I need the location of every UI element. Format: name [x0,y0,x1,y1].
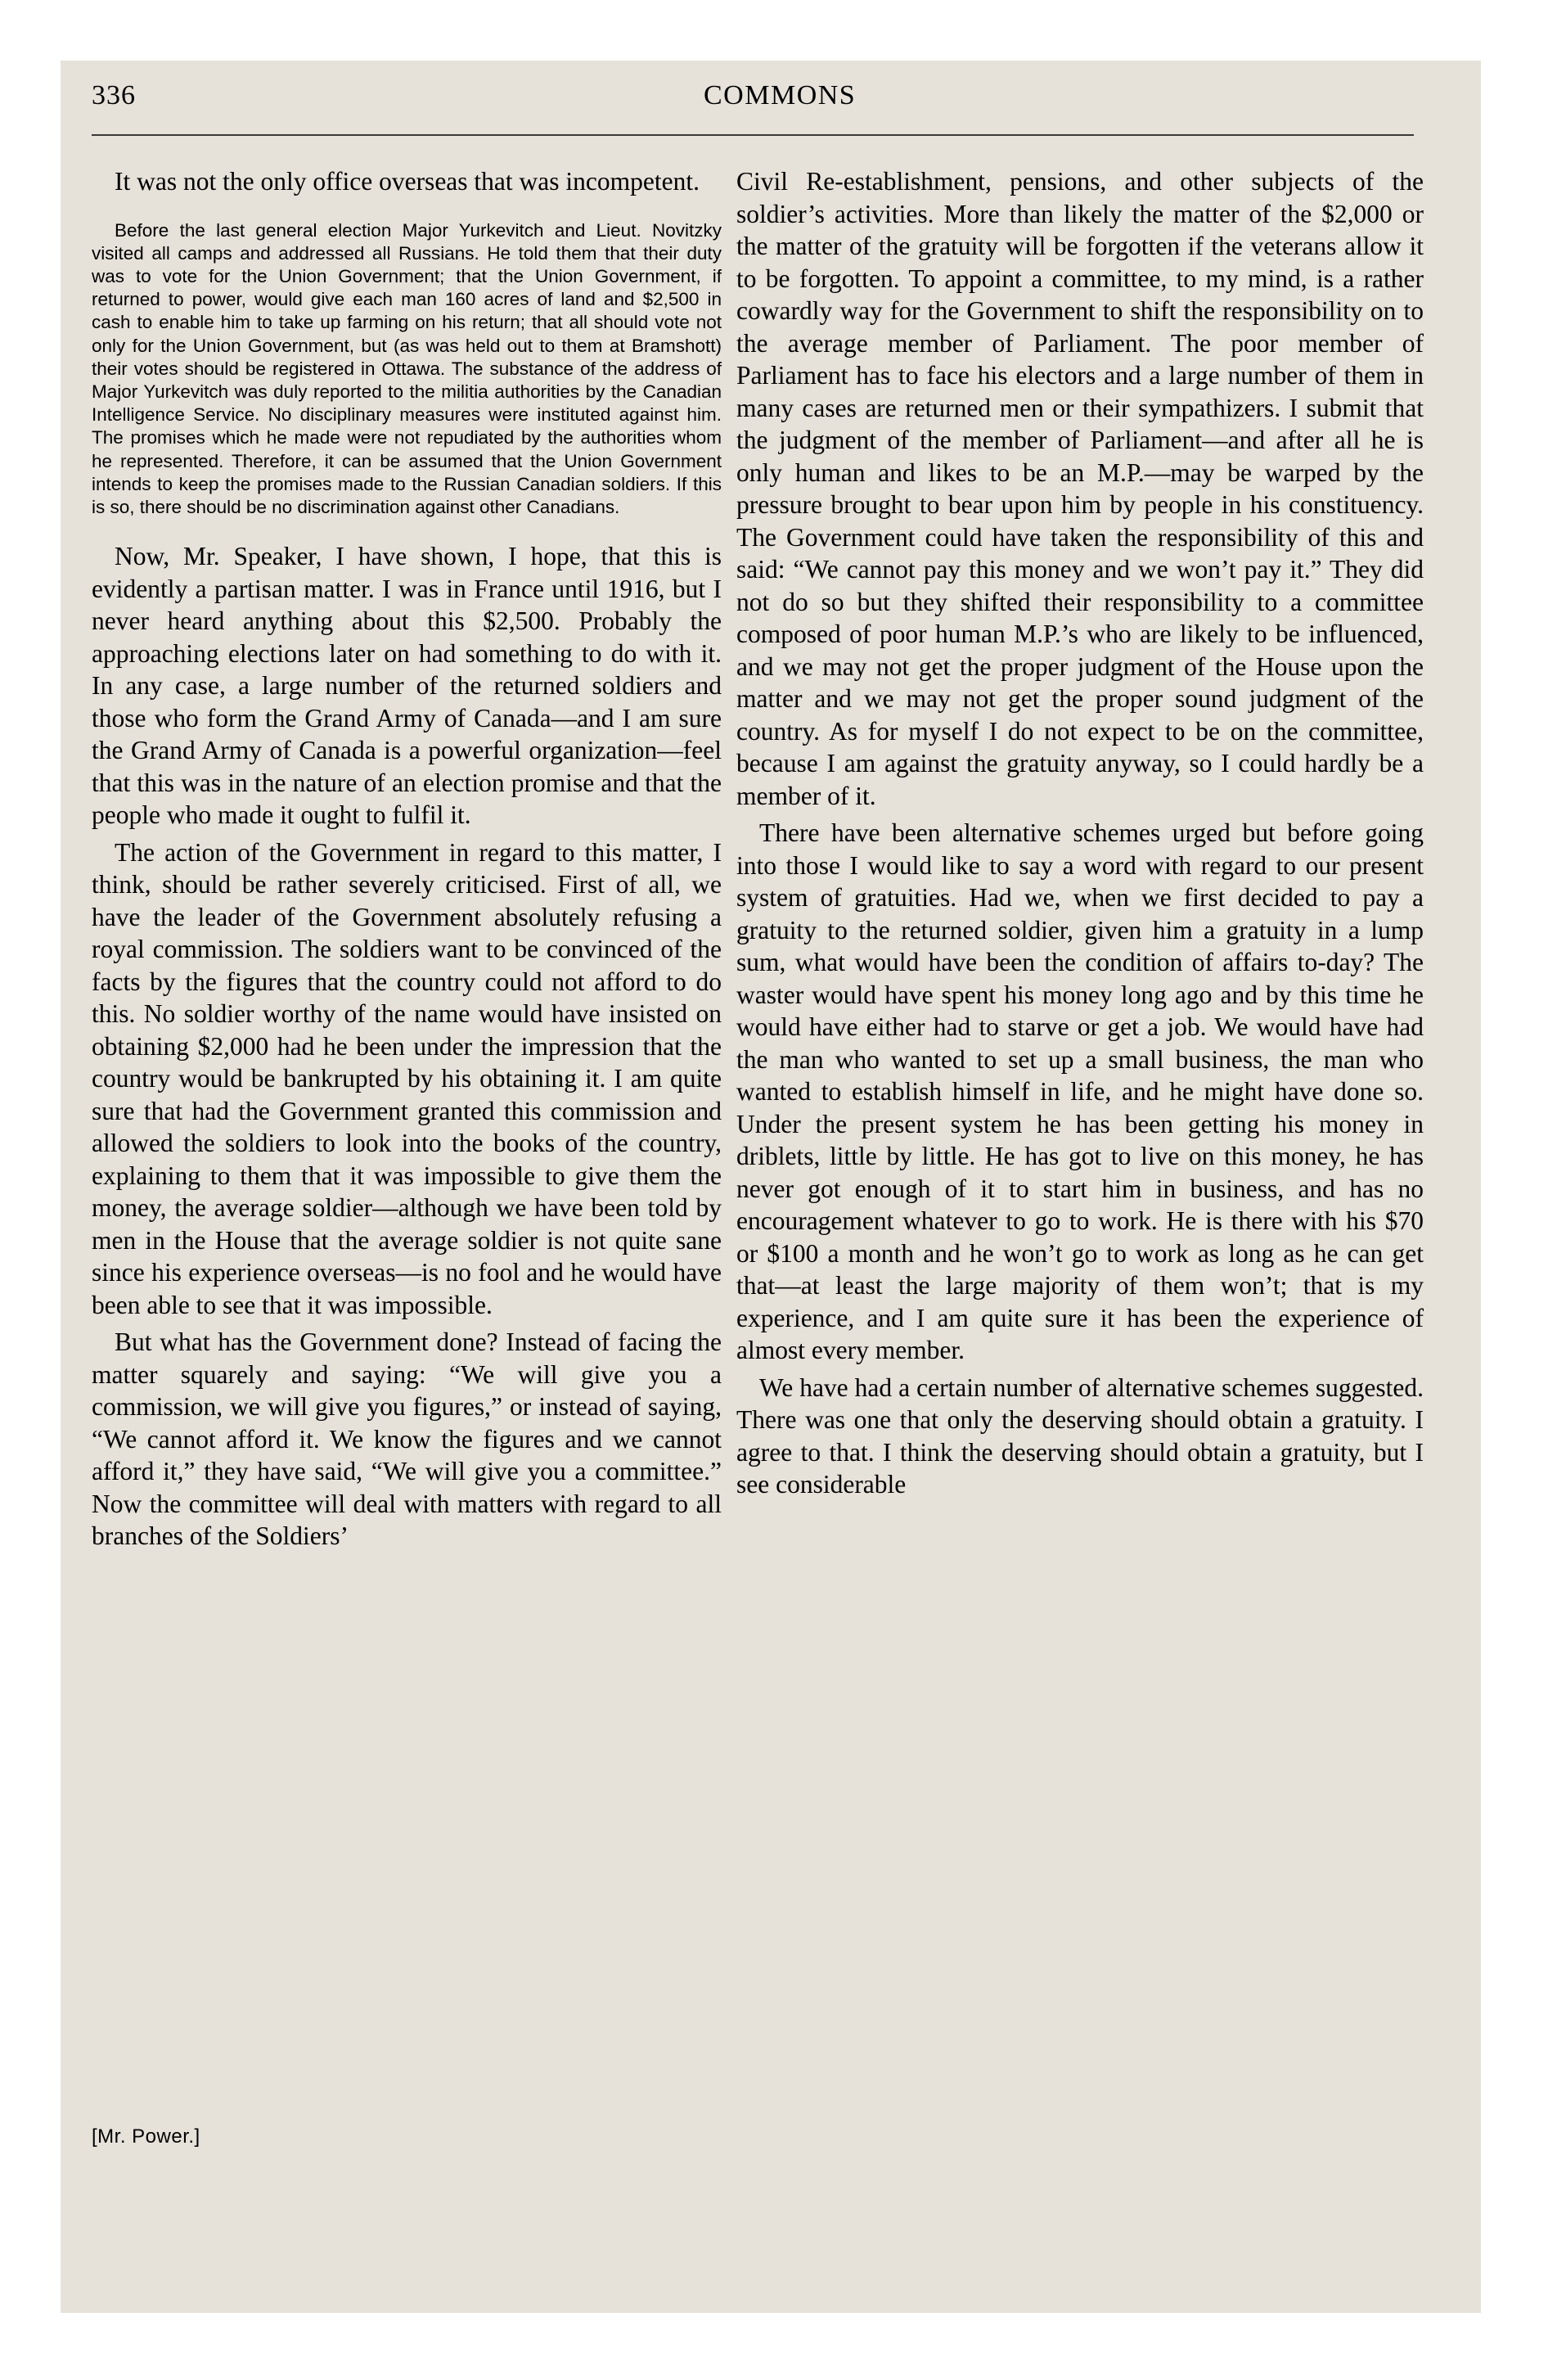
right-column [736,165,1424,1501]
paragraph: But what has the Government done? Instead of facing the matter squarely and saying: “We will give you a commission, we will give you figures,” or instead of saying, “We cannot afford it. We know the figures and we cannot afford it,” they have said, “We will give you a committee.” Now the committee will deal with matters with regard to all branches of the Soldiers’ [92,1327,722,1551]
paragraph: It was not the only office overseas that was incompetent. [115,167,700,196]
paragraph: There have been alternative schemes urged but before going into those I would like to say a word with regard to our present system of gratuities. Had we, when we first decided to pay a gratuity to the returned soldier, given him a gratuity in a lump sum, what would have been the condition of affairs to-day? The waster would have spent his money long ago and by this time he would have either had to starve or get a job. We would have had the man who wanted to set up a small business, the man who wanted to establish himself in life, and he might have done so. Under the present system he has been getting his money in driblets, little by little. He has got to live on this money, he has never got enough of it to start him in business, and has no encouragement whatever to go to work. He is there with his $70 or $100 a month and he won’t go to work as long as he can get that—at least the large majority of them won’t; that is my experience, and I am quite sure it has been the experience of almost every member. [736,818,1424,1364]
left-column [92,165,722,1553]
page-header [92,80,1414,119]
quoted-extract: Before the last general election Major Yurkevitch and Lieut. Novitzky visited all camps and addressed all Russians. He told them that their duty was to vote for the Union Government; that the Union Government, if returned to power, would give each man 160 acres of land and $2,500 in cash to enable him to take up farming on his return; that all should vote not only for the Union Government, but (as was held out to them at Bramshott) their votes should be registered in Ottawa. The substance of the address of Major Yurkevitch was duly reported to the militia authorities by the Canadian Intelligence Service. No disciplinary measures were instituted against him. The promises which he made were not repudiated by the authorities whom he represented. Therefore, it can be assumed that the Union Government intends to keep the promises made to the Russian Canadian soldiers. If this is so, there should be no discrimination against other Canadians. [92,219,722,517]
speaker-attribution: [Mr. Power.] [92,2125,200,2148]
paragraph: Now, Mr. Speaker, I have shown, I hope, that this is evidently a partisan matter. I was in France until 1916, but I never heard anything about this $2,500. Probably the approaching elections later on had something to do with it. In any case, a large number of the returned soldiers and those who form the Grand Army of Canada—and I am sure the Grand Army of Canada is a powerful organization—feel that this was in the nature of an election promise and that the people who made it ought to fulfil it. [92,542,722,830]
page-number: 336 [92,80,136,110]
running-head: COMMONS [704,80,857,110]
paragraph: Civil Re-establishment, pensions, and other subjects of the soldier’s activities. More than likely the matter of the $2,000 or the matter of the gratuity will be forgotten if the veterans allow it to be forgotten. To appoint a committee, to my mind, is a rather cowardly way for the Government to shift the responsibility on to the average member of Parliament. The poor member of Parliament has to face his electors and a large number of them in many cases are returned men or their sympathizers. I submit that the judgment of the member of Parliament—and after all he is only human and likes to be an M.P.—may be warped by the pressure brought to bear upon him by people in his constituency. The Government could have taken the responsibility of this and said: “We cannot pay this money and we won’t pay it.” They did not do so but they shifted their responsibility to a committee composed of poor human M.P.’s who are likely to be influenced, and we may not get the proper judgment of the House upon the matter and we may not get the proper sound judgment of the country. As for myself I do not expect to be on the committee, because I am against the gratuity anyway, so I could hardly be a member of it. [736,167,1424,810]
header-rule [92,134,1414,136]
paragraph: We have had a certain number of alternative schemes suggested. There was one that only the deserving should obtain a gratuity. I agree to that. I think the deserving should obtain a gratuity, but I see considerable [736,1373,1424,1499]
paragraph: The action of the Government in regard to this matter, I think, should be rather severely criticised. First of all, we have the leader of the Government absolutely refusing a royal commission. The soldiers want to be convinced of the facts by the figures that the country could not afford to do this. No soldier worthy of the name would have insisted on obtaining $2,000 had he been under the impression that the country would be bankrupted by his obtaining it. I am quite sure that had the Government granted this commission and allowed the soldiers to look into the books of the country, explaining to them that it was impossible to give them the money, the average soldier—although we have been told by men in the House that the average soldier is not quite sane since his experience overseas—is no fool and he would have been able to see that it was impossible. [92,837,722,1319]
